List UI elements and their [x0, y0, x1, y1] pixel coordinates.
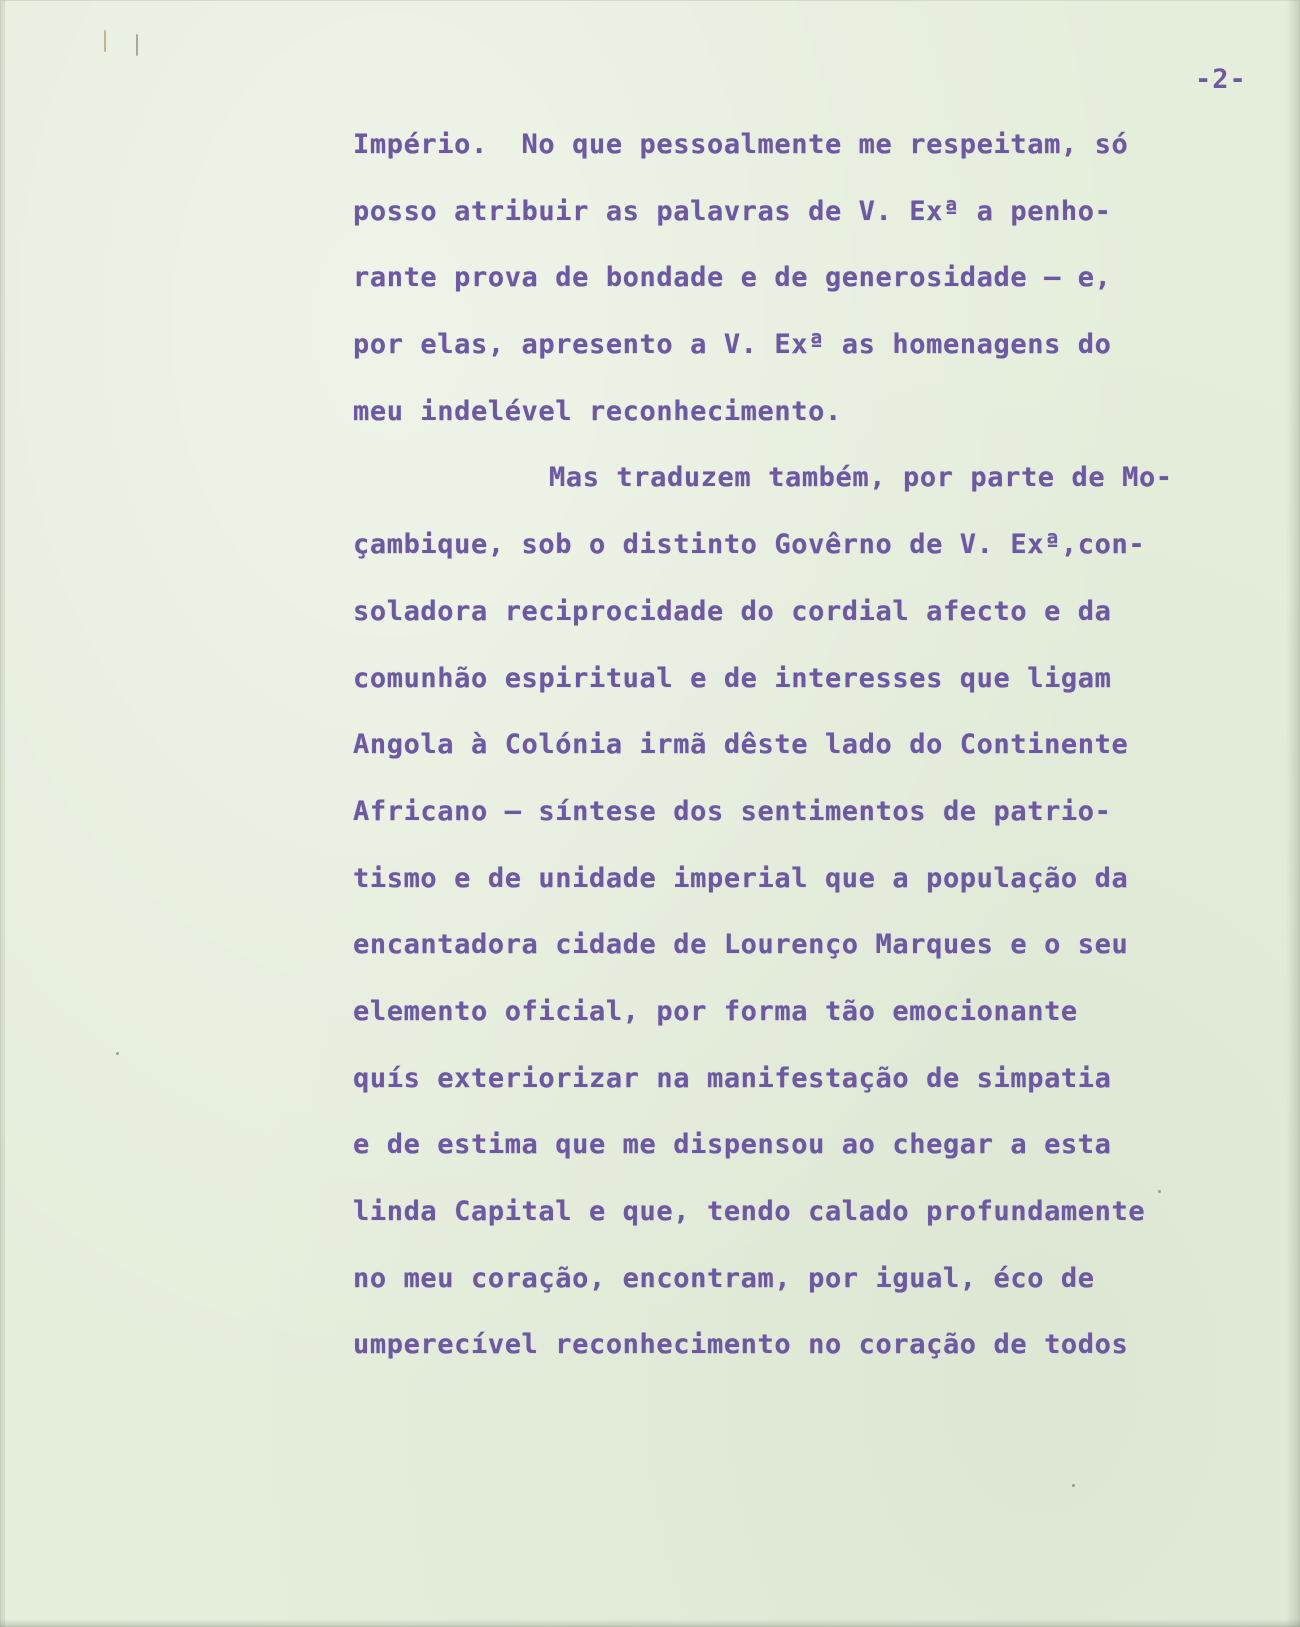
page-right-edge-shadow	[1286, 0, 1300, 1627]
page-number: -2-	[1195, 64, 1247, 95]
body-text	[353, 125, 1283, 1392]
text-line: quís exteriorizar na manifestação de simpatia	[353, 1062, 1112, 1094]
text-line: soladora reciprocidade do cordial afecto e da	[353, 595, 1112, 627]
text-line: linda Capital e que, tendo calado profundamente	[353, 1196, 1146, 1227]
text-line: Africano — síntese dos sentimentos de patrio-	[353, 795, 1112, 827]
page-left-edge-shadow	[0, 0, 5, 1627]
text-line: Angola à Colónia irmã dêste lado do Continente	[353, 729, 1129, 761]
text-line: meu indelével reconhecimento.	[353, 395, 842, 427]
paper-speck	[116, 1052, 119, 1055]
paper-speck	[1072, 1484, 1075, 1487]
text-line: umperecível reconhecimento no coração de todos	[353, 1329, 1129, 1361]
margin-mark	[136, 34, 138, 56]
paragraph-start-line: Mas traduzem também, por parte de Mo-	[549, 462, 1173, 494]
text-line: no meu coração, encontram, por igual, éco de	[353, 1262, 1095, 1294]
page-bottom-edge-shadow	[0, 1619, 1300, 1627]
text-line: çambique, sob o distinto Govêrno de V. Exª,con-	[353, 529, 1146, 561]
text-line: posso atribuir as palavras de V. Exª a penho-	[353, 195, 1112, 227]
text-line: por elas, apresento a V. Exª as homenagens do	[353, 329, 1112, 361]
text-line: Império. No que pessoalmente me respeitam, só	[353, 129, 1129, 160]
text-line: rante prova de bondade e de generosidade — e,	[353, 262, 1112, 294]
text-line: tismo e de unidade imperial que a população da	[353, 862, 1129, 894]
text-line: encantadora cidade de Lourenço Marques e o seu	[353, 929, 1129, 961]
text-line: e de estima que me dispensou ao chegar a esta	[353, 1129, 1112, 1161]
text-line: elemento oficial, por forma tão emocionante	[353, 995, 1078, 1027]
margin-mark	[104, 30, 106, 52]
text-line: comunhão espiritual e de interesses que ligam	[353, 662, 1112, 694]
